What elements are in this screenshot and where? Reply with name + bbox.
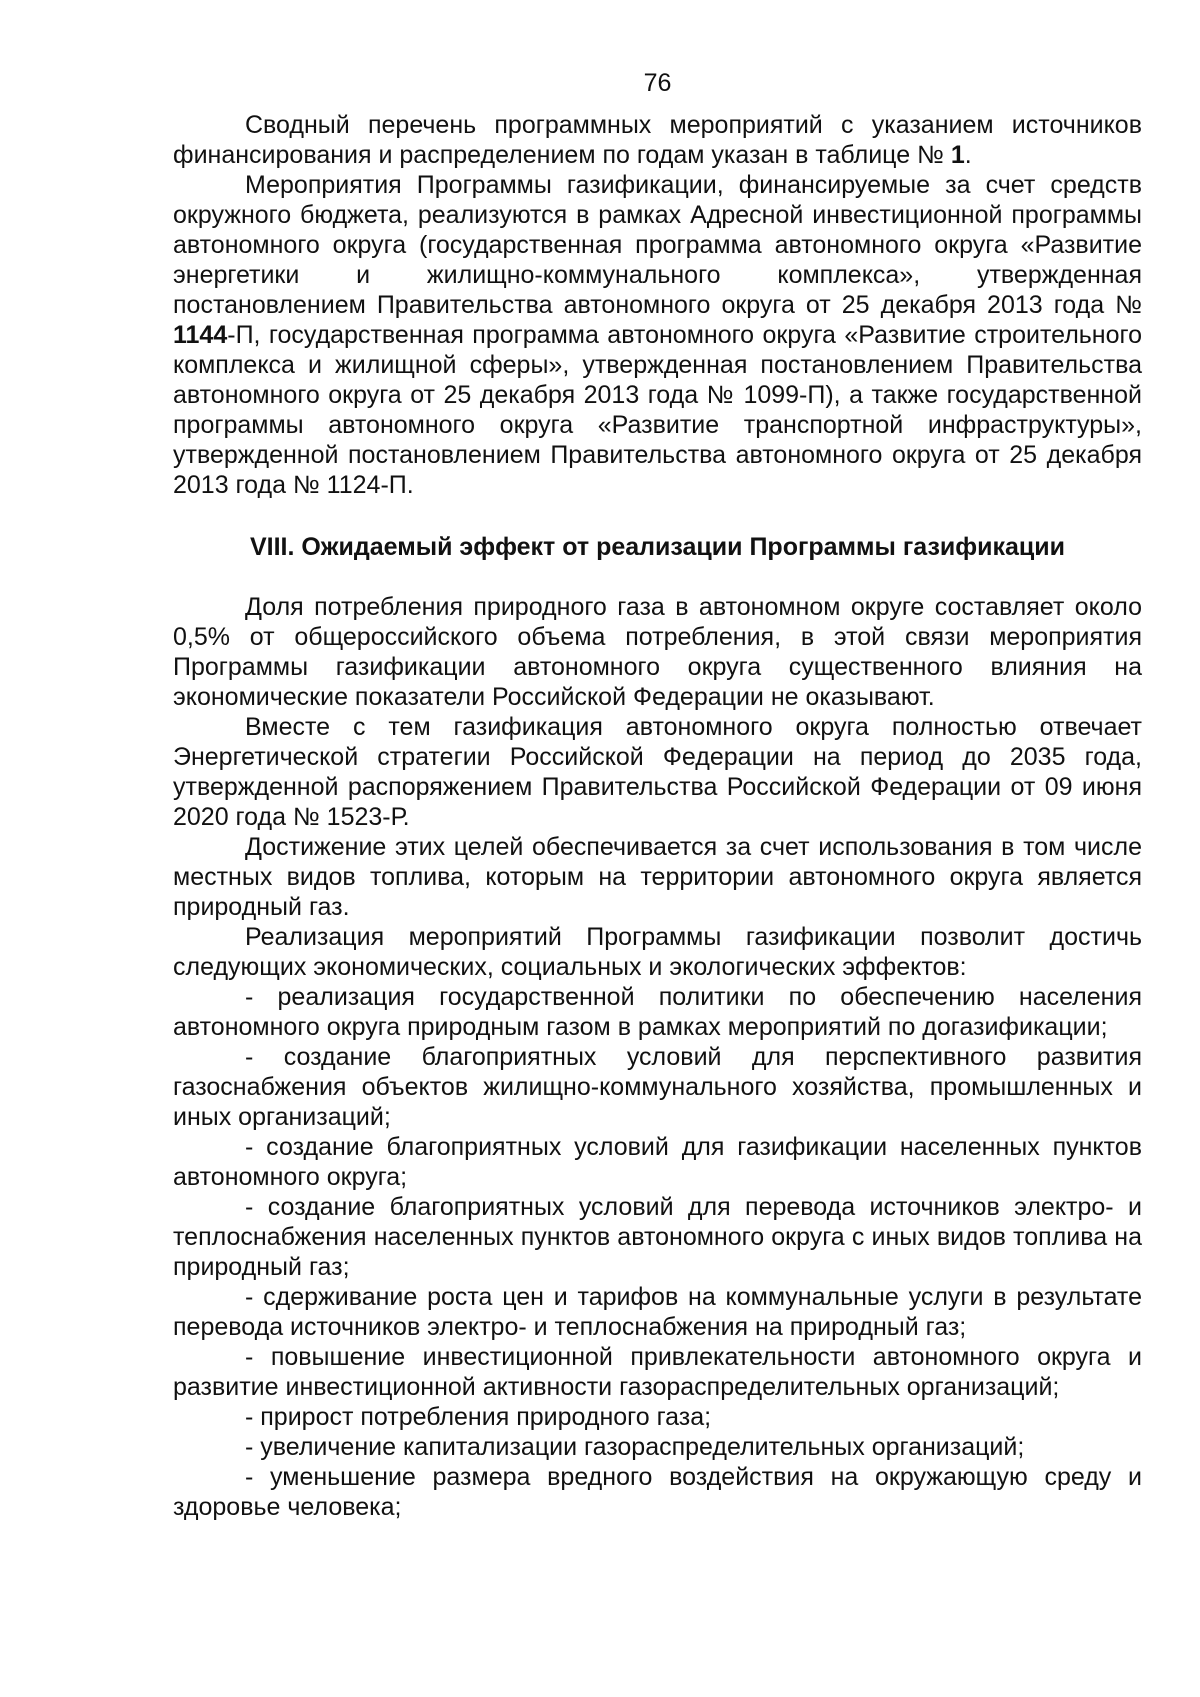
effect-item: - реализация государственной политики по обеспечению населения автономного округа природным газом в рамках мероприятий по догазификации; [173,983,1142,1041]
page-number: 76 [643,69,672,97]
effect-item: - увеличение капитализации газораспределительных организаций; [245,1433,1025,1461]
intro-p1-end: . [964,141,972,169]
resolution-number: 1144 [173,321,228,349]
table-number: 1 [950,141,965,169]
intro-paragraph-1 [173,110,1142,170]
effect-item: - создание благоприятных условий для газификации населенных пунктов автономного округа; [173,1133,1142,1191]
effect-item: - уменьшение размера вредного воздействия на окружающую среду и здоровье человека; [173,1463,1142,1521]
effect-item: - повышение инвестиционной привлекательности автономного округа и развитие инвестиционной активности газораспределительных организаций; [173,1343,1142,1401]
section-paragraph: Вместе с тем газификация автономного округа полностью отвечает Энергетической стратегии Российской Федерации на период до 2035 года, утвержденной распоряжением Правительства Российской Федерации от 09 июня 2020 года № 1523-Р. [173,713,1142,831]
section-paragraph: Достижение этих целей обеспечивается за счет использования в том числе местных видов топлива, которым на территории автономного округа является природный газ. [173,833,1142,921]
section-paragraph: Реализация мероприятий Программы газификации позволит достичь следующих экономических, социальных и экологических эффектов: [173,923,1142,981]
intro-p2-text-end: -П, государственная программа автономного округа «Развитие строительного комплекса и жилищной сферы», утвержденная постановлением Правительства автономного округа от 25 декабря 2013 года № 1099-П), а также государственной программы автономного округа «Развитие транспортной инфраструктуры», утвержденной постановлением Правительства автономного округа от 25 декабря 2013 года № 1124-П. [173,321,1142,499]
section-heading: VIII. Ожидаемый эффект от реализации Программы газификации [249,533,1066,561]
intro-paragraph-2 [173,170,1142,500]
intro-p2-text-start: Мероприятия Программы газификации, финансируемые за счет средств окружного бюджета, реализуются в рамках Адресной инвестиционной программы автономного округа (государственная программа автономного округа «Развитие энергетики и жилищно-коммунального комплекса», утвержденная постановлением Правительства автономного округа от 25 декабря 2013 года № [173,171,1142,319]
effect-item: - создание благоприятных условий для перевода источников электро- и теплоснабжения населенных пунктов автономного округа с иных видов топлива на природный газ; [173,1193,1142,1281]
effect-item: - создание благоприятных условий для перспективного развития газоснабжения объектов жилищно-коммунального хозяйства, промышленных и иных организаций; [173,1043,1142,1131]
effect-item: - прирост потребления природного газа; [245,1403,712,1431]
effect-item: - сдерживание роста цен и тарифов на коммунальные услуги в результате перевода источников электро- и теплоснабжения на природный газ; [173,1283,1142,1341]
section-paragraph: Доля потребления природного газа в автономном округе составляет около 0,5% от общероссийского объема потребления, в этой связи мероприятия Программы газификации автономного округа существенного влияния на экономические показатели Российской Федерации не оказывают. [173,593,1142,711]
intro-p1-text: Сводный перечень программных мероприятий с указанием источников финансирования и распределением по годам указан в таблице № [173,111,1142,169]
